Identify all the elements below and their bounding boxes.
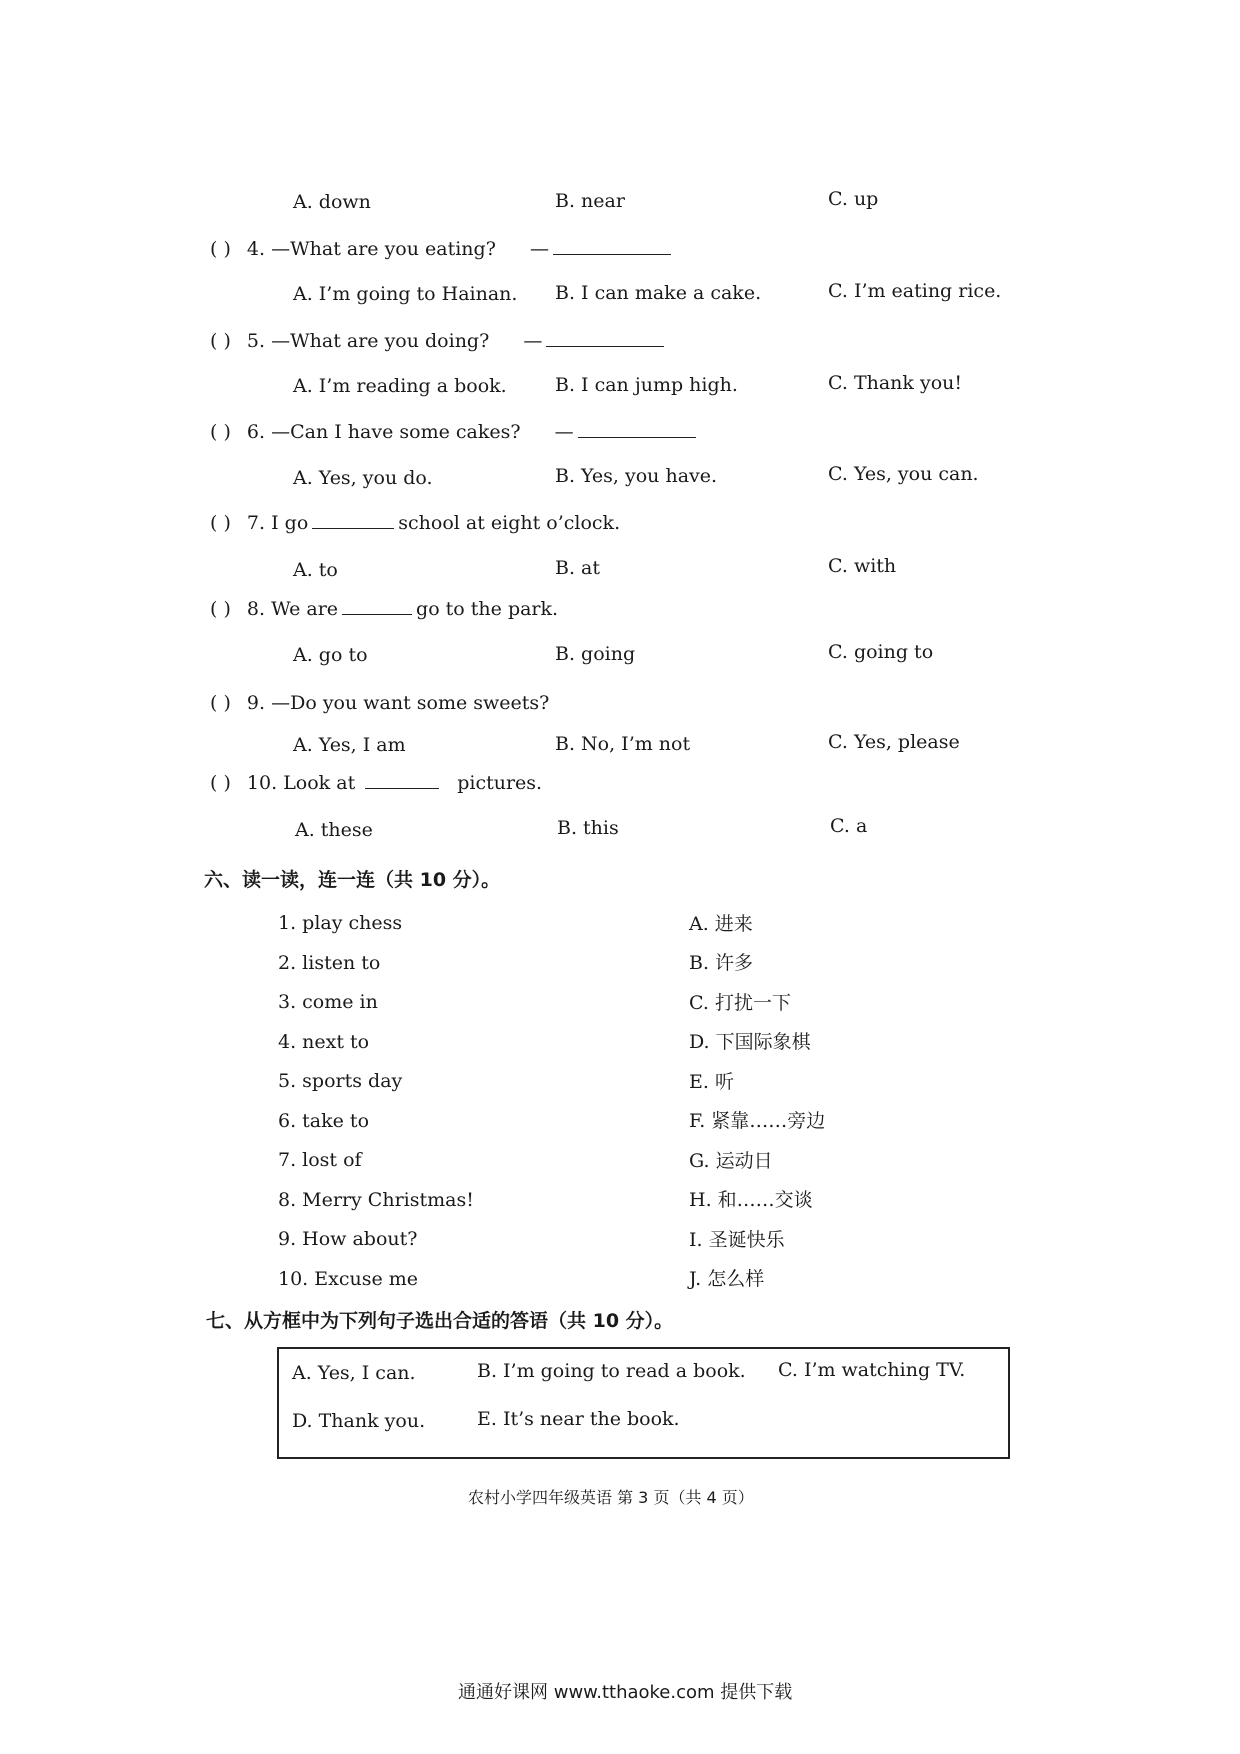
q9-option-c: C. Yes, please	[828, 731, 960, 753]
q7-option-a: A. to	[293, 559, 338, 581]
answer-paren: ( )	[210, 238, 231, 260]
section-6-heading: 六、读一读，连一连（共 10 分）。	[204, 869, 501, 891]
q7-option-c: C. with	[828, 555, 897, 577]
match-left-item: 9. How about?	[278, 1228, 418, 1250]
q7-option-b: B. at	[555, 557, 601, 579]
q10-option-a: A. these	[295, 819, 373, 841]
question-number: 4.	[246, 238, 266, 260]
q6-option-b: B. Yes, you have.	[555, 465, 718, 487]
box-option-d: D. Thank you.	[292, 1410, 426, 1432]
site-credit: 通通好课网 www.tthaoke.com 提供下载	[458, 1682, 793, 1703]
section-7-heading: 七、从方框中为下列句子选出合适的答语（共 10 分）。	[206, 1310, 674, 1332]
question-text: —What are you doing?	[271, 330, 490, 352]
question-number: 10.	[246, 772, 278, 794]
question-text-after: go to the park.	[416, 598, 559, 620]
q10-option-b: B. this	[557, 817, 619, 839]
q4-option-a: A. I’m going to Hainan.	[293, 283, 518, 305]
answer-blank	[546, 345, 664, 347]
box-option-b: B. I’m going to read a book.	[477, 1360, 746, 1382]
q3-option-b: B. near	[555, 190, 625, 212]
q6-option-a: A. Yes, you do.	[293, 467, 433, 489]
answer-paren: ( )	[210, 598, 231, 620]
question-text-before: I go	[271, 512, 309, 534]
question-text-before: Look at	[283, 772, 356, 794]
match-left-item: 6. take to	[278, 1110, 370, 1132]
box-option-a: A. Yes, I can.	[292, 1362, 416, 1384]
question-text: —What are you eating?	[271, 238, 496, 260]
answer-blank	[578, 436, 696, 438]
match-left-item: 2. listen to	[278, 952, 381, 974]
q8-option-a: A. go to	[293, 644, 368, 666]
q3-option-c: C. up	[828, 188, 879, 210]
answer-dash: —	[523, 330, 543, 352]
match-left-item: 7. lost of	[278, 1149, 362, 1171]
q5-option-c: C. Thank you!	[828, 372, 963, 394]
q9-option-a: A. Yes, I am	[293, 734, 406, 756]
answer-blank	[553, 253, 671, 255]
question-5	[210, 330, 668, 352]
answer-blank	[365, 787, 439, 789]
match-right-item: D. 下国际象棋	[689, 1031, 811, 1053]
match-right-item: B. 许多	[689, 952, 754, 974]
question-text: —Can I have some cakes?	[271, 421, 521, 443]
question-text-after: pictures.	[457, 772, 543, 794]
question-8	[210, 598, 558, 620]
match-right-item: A. 进来	[689, 913, 753, 935]
answer-blank	[312, 527, 394, 529]
q3-option-a: A. down	[293, 191, 371, 213]
q5-option-a: A. I’m reading a book.	[293, 375, 507, 397]
page-footer: 农村小学四年级英语 第 3 页（共 4 页）	[468, 1488, 754, 1507]
match-right-item: J. 怎么样	[689, 1268, 765, 1290]
question-number: 8.	[246, 598, 266, 620]
box-option-c: C. I’m watching TV.	[778, 1359, 966, 1381]
question-number: 5.	[246, 330, 266, 352]
match-right-item: I. 圣诞快乐	[689, 1229, 785, 1251]
question-10	[210, 772, 542, 794]
match-right-item: H. 和……交谈	[689, 1189, 813, 1211]
answer-blank	[342, 613, 412, 615]
q4-option-b: B. I can make a cake.	[555, 282, 762, 304]
question-number: 7.	[246, 512, 266, 534]
match-left-item: 1. play chess	[278, 912, 403, 934]
answer-paren: ( )	[210, 772, 231, 794]
q6-option-c: C. Yes, you can.	[828, 463, 979, 485]
question-text-after: school at eight o’clock.	[398, 512, 621, 534]
match-left-item: 8. Merry Christmas!	[278, 1189, 474, 1211]
q8-option-b: B. going	[555, 643, 636, 665]
question-text: —Do you want some sweets?	[271, 692, 550, 714]
match-left-item: 5. sports day	[278, 1070, 403, 1092]
question-7	[210, 512, 620, 534]
q9-option-b: B. No, I’m not	[555, 733, 691, 755]
answer-dash: —	[529, 238, 549, 260]
question-6	[210, 421, 700, 443]
q5-option-b: B. I can jump high.	[555, 374, 738, 396]
match-left-item: 4. next to	[278, 1031, 370, 1053]
match-right-item: F. 紧靠……旁边	[689, 1110, 826, 1132]
question-4	[210, 238, 675, 260]
answer-paren: ( )	[210, 330, 231, 352]
q4-option-c: C. I’m eating rice.	[828, 280, 1002, 302]
question-9	[210, 692, 549, 714]
answer-paren: ( )	[210, 692, 231, 714]
match-left-item: 10. Excuse me	[278, 1268, 419, 1290]
match-right-item: E. 听	[689, 1071, 734, 1093]
answer-paren: ( )	[210, 421, 231, 443]
answer-paren: ( )	[210, 512, 231, 534]
match-left-item: 3. come in	[278, 991, 378, 1013]
q10-option-c: C. a	[830, 815, 868, 837]
match-right-item: G. 运动日	[689, 1150, 773, 1172]
question-number: 9.	[246, 692, 266, 714]
answer-dash: —	[554, 421, 574, 443]
question-text-before: We are	[271, 598, 339, 620]
box-option-e: E. It’s near the book.	[477, 1408, 680, 1430]
q8-option-c: C. going to	[828, 641, 934, 663]
question-number: 6.	[246, 421, 266, 443]
match-right-item: C. 打扰一下	[689, 992, 791, 1014]
